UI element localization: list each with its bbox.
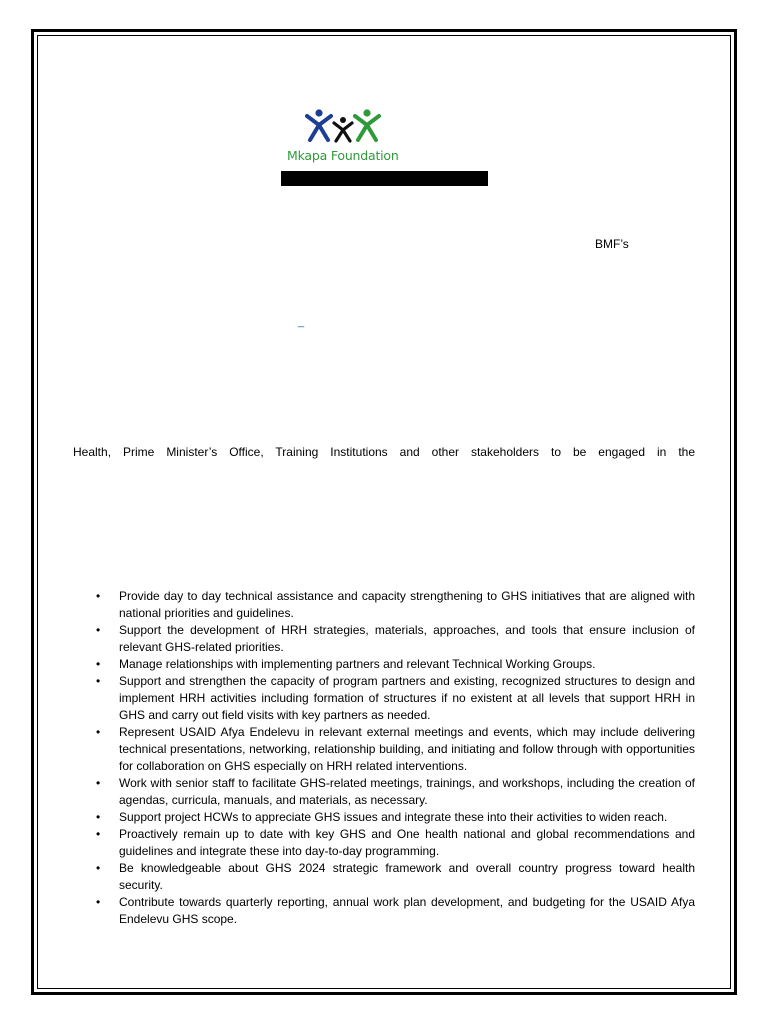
list-item: • Manage relationships with implementing partners and relevant Technical Working Groups.: [96, 656, 695, 673]
list-item: • Support project HCWs to appreciate GHS issues and integrate these into their activities to widen reach.: [96, 809, 695, 826]
list-item: • Provide day to day technical assistance and capacity strengthening to GHS initiatives that are aligned with national priorities and guidelines.: [96, 588, 695, 622]
list-item: • Represent USAID Afya Endelevu in relevant external meetings and events, which may include delivering technical presentations, networking, relationship building, and initiating and follow through with opportunities for collaboration on GHS especially on HRH related interventions.: [96, 724, 695, 775]
list-item: • Support the development of HRH strategies, materials, approaches, and tools that ensure inclusion of relevant GHS-related priorities.: [96, 622, 695, 656]
redaction-bar: [281, 171, 488, 186]
list-item: • Contribute towards quarterly reporting, annual work plan development, and budgeting for the USAID Afya Endelevu GHS scope.: [96, 894, 695, 928]
list-item: • Support and strengthen the capacity of program partners and existing, recognized structures to design and implement HRH activities including formation of structures if no existent at all levels that support HRH in GHS and carry out field visits with key partners as needed.: [96, 673, 695, 724]
underscore-mark: _: [298, 316, 305, 328]
list-item: • Work with senior staff to facilitate GHS-related meetings, trainings, and workshops, including the creation of agendas, curricula, manuals, and materials, as necessary.: [96, 775, 695, 809]
logo-text: Mkapa Foundation: [287, 148, 399, 163]
stakeholders-paragraph-line: Health, Prime Minister’s Office, Training Institutions and other stakeholders to be engaged in the: [73, 445, 695, 459]
list-item: • Be knowledgeable about GHS 2024 strategic framework and overall country progress toward health security.: [96, 860, 695, 894]
three-people-figures-icon: [305, 108, 385, 144]
responsibilities-list: [96, 588, 695, 928]
bmf-label: BMF’s: [595, 237, 629, 251]
mkapa-foundation-logo: [287, 108, 403, 168]
list-item: • Proactively remain up to date with key GHS and One health national and global recommendations and guidelines and integrate these into day-to-day programming.: [96, 826, 695, 860]
